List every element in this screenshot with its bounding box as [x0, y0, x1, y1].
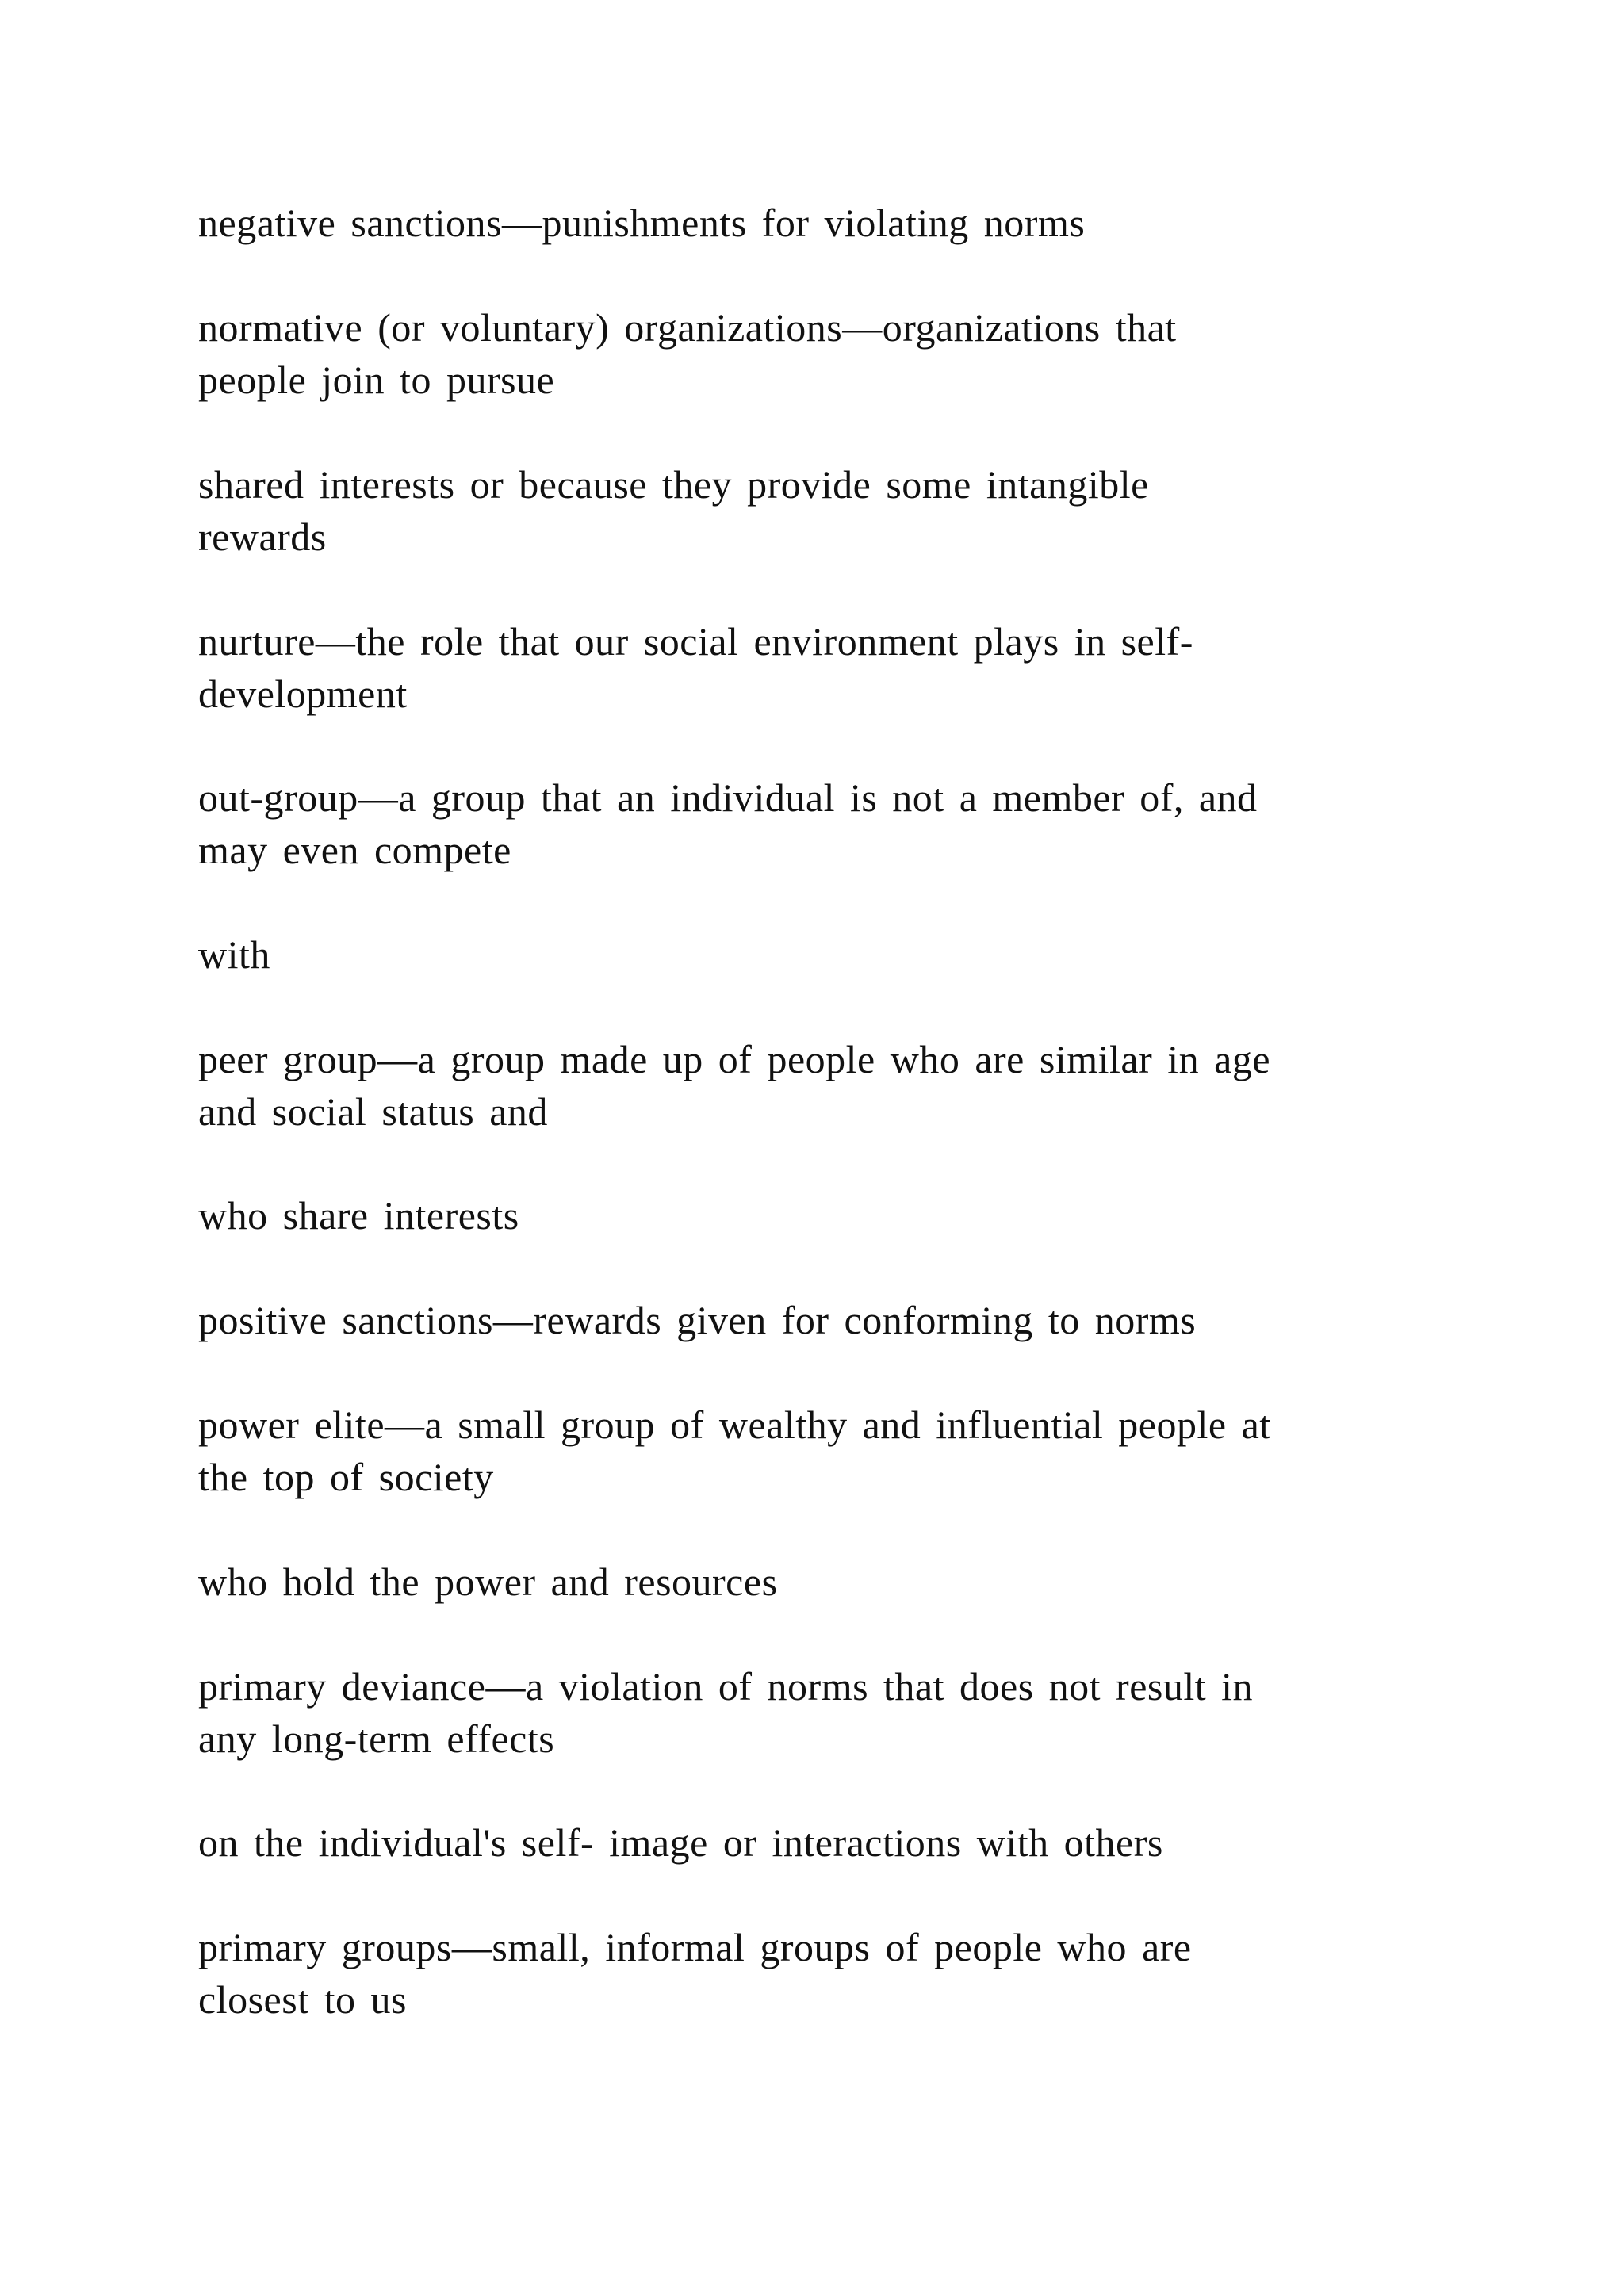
paragraph-shared-interests: shared interests or because they provide some intangible rewards [198, 462, 1149, 559]
paragraph-primary-deviance: primary deviance—a violation of norms that does not result in any long-term effects [198, 1664, 1254, 1761]
paragraph-peer-group: peer group—a group made up of people who are similar in age and social status and [198, 1037, 1271, 1134]
paragraph-with: with [198, 932, 270, 977]
paragraph-who-hold-power: who hold the power and resources [198, 1559, 778, 1604]
paragraph-primary-groups: primary groups—small, informal groups of people who are closest to us [198, 1925, 1192, 2022]
paragraph-positive-sanctions: positive sanctions—rewards given for conforming to norms [198, 1298, 1197, 1342]
paragraph-out-group: out-group—a group that an individual is not a member of, and may even compete [198, 775, 1258, 872]
paragraph-self-image: on the individual's self- image or interactions with others [198, 1820, 1163, 1865]
paragraph-normative-organizations: normative (or voluntary) organizations—organizations that people join to pursue [198, 305, 1177, 402]
paragraph-power-elite: power elite—a small group of wealthy and influential people at the top of society [198, 1402, 1271, 1499]
paragraph-negative-sanctions: negative sanctions—punishments for violating norms [198, 201, 1086, 245]
paragraph-nurture: nurture—the role that our social environment plays in self- development [198, 619, 1193, 716]
paragraph-who-share-interests: who share interests [198, 1193, 519, 1238]
